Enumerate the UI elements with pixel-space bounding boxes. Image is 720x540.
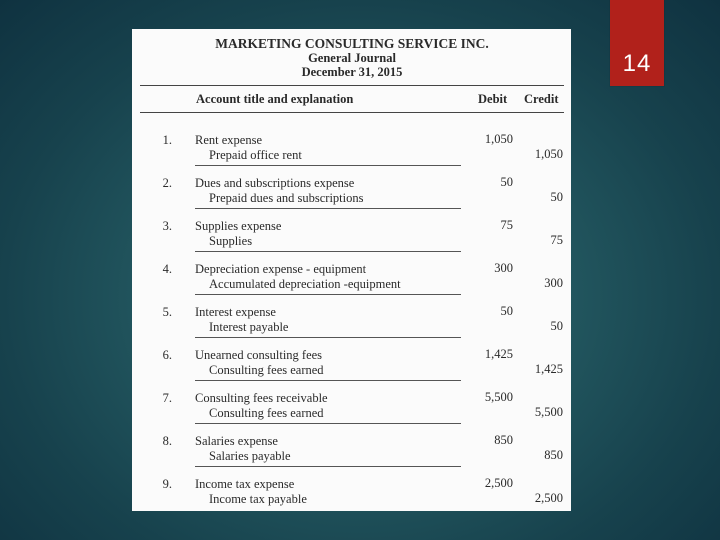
column-header-credit: Credit [524,92,559,106]
entry-separator [195,380,461,381]
credit-amount: 50 [550,190,563,204]
debit-amount: 1,425 [484,347,513,361]
entry-number: 7. [162,391,172,405]
journal-entry [132,434,571,477]
debit-amount: 1,050 [484,132,513,146]
credit-amount: 1,050 [534,147,563,161]
entry-separator [195,251,461,252]
general-journal-document [132,29,571,511]
entry-separator [195,423,461,424]
entry-separator [195,208,461,209]
entry-number: 4. [162,262,172,276]
entry-number: 8. [162,434,172,448]
credit-amount: 5,500 [534,405,563,419]
credit-amount: 1,425 [534,362,563,376]
entry-number: 5. [162,305,172,319]
credit-account: Supplies [209,234,253,248]
credit-account: Prepaid dues and subscriptions [209,191,364,205]
debit-account: Income tax expense [195,477,295,491]
debit-account: Salaries expense [195,434,278,448]
credit-account: Consulting fees earned [209,406,324,420]
credit-account: Prepaid office rent [209,148,302,162]
slide-number: 14 [622,50,652,77]
debit-amount: 50 [500,304,513,318]
credit-amount: 300 [544,276,563,290]
credit-amount: 2,500 [534,491,563,505]
debit-account: Supplies expense [195,219,282,233]
debit-account: Rent expense [195,133,262,147]
header-top-rule [140,85,564,86]
credit-amount: 50 [550,319,563,333]
entry-separator [195,337,461,338]
journal-entry [132,176,571,219]
header-bottom-rule [140,112,564,113]
credit-amount: 75 [550,233,563,247]
entry-number: 3. [162,219,172,233]
journal-date: December 31, 2015 [301,65,403,79]
column-header-debit: Debit [478,92,508,106]
journal-entry [132,477,571,520]
slide-number-badge [610,0,664,86]
entry-number: 1. [162,133,172,147]
debit-amount: 2,500 [484,476,513,490]
debit-amount: 5,500 [484,390,513,404]
debit-amount: 300 [494,261,513,275]
debit-account: Unearned consulting fees [195,348,323,362]
entry-number: 9. [162,477,172,491]
debit-amount: 850 [494,433,513,447]
journal-entry [132,305,571,348]
credit-account: Accumulated depreciation -equipment [209,277,401,291]
journal-entry [132,262,571,305]
journal-entry [132,219,571,262]
entry-separator [195,294,461,295]
debit-account: Interest expense [195,305,276,319]
debit-account: Consulting fees receivable [195,391,328,405]
journal-title: General Journal [308,50,396,65]
debit-account: Dues and subscriptions expense [195,176,355,190]
credit-amount: 850 [544,448,563,462]
entry-separator [195,466,461,467]
journal-entry [132,348,571,391]
debit-amount: 75 [500,218,513,232]
credit-account: Interest payable [209,320,289,334]
credit-account: Income tax payable [209,492,307,506]
column-header-account: Account title and explanation [196,92,354,106]
journal-entry [132,391,571,434]
entry-number: 2. [162,176,172,190]
debit-account: Depreciation expense - equipment [195,262,367,276]
entry-separator [195,165,461,166]
journal-entry [132,133,571,176]
credit-account: Consulting fees earned [209,363,324,377]
debit-amount: 50 [500,175,513,189]
company-name: MARKETING CONSULTING SERVICE INC. [215,36,489,51]
credit-account: Salaries payable [209,449,291,463]
entry-number: 6. [162,348,172,362]
